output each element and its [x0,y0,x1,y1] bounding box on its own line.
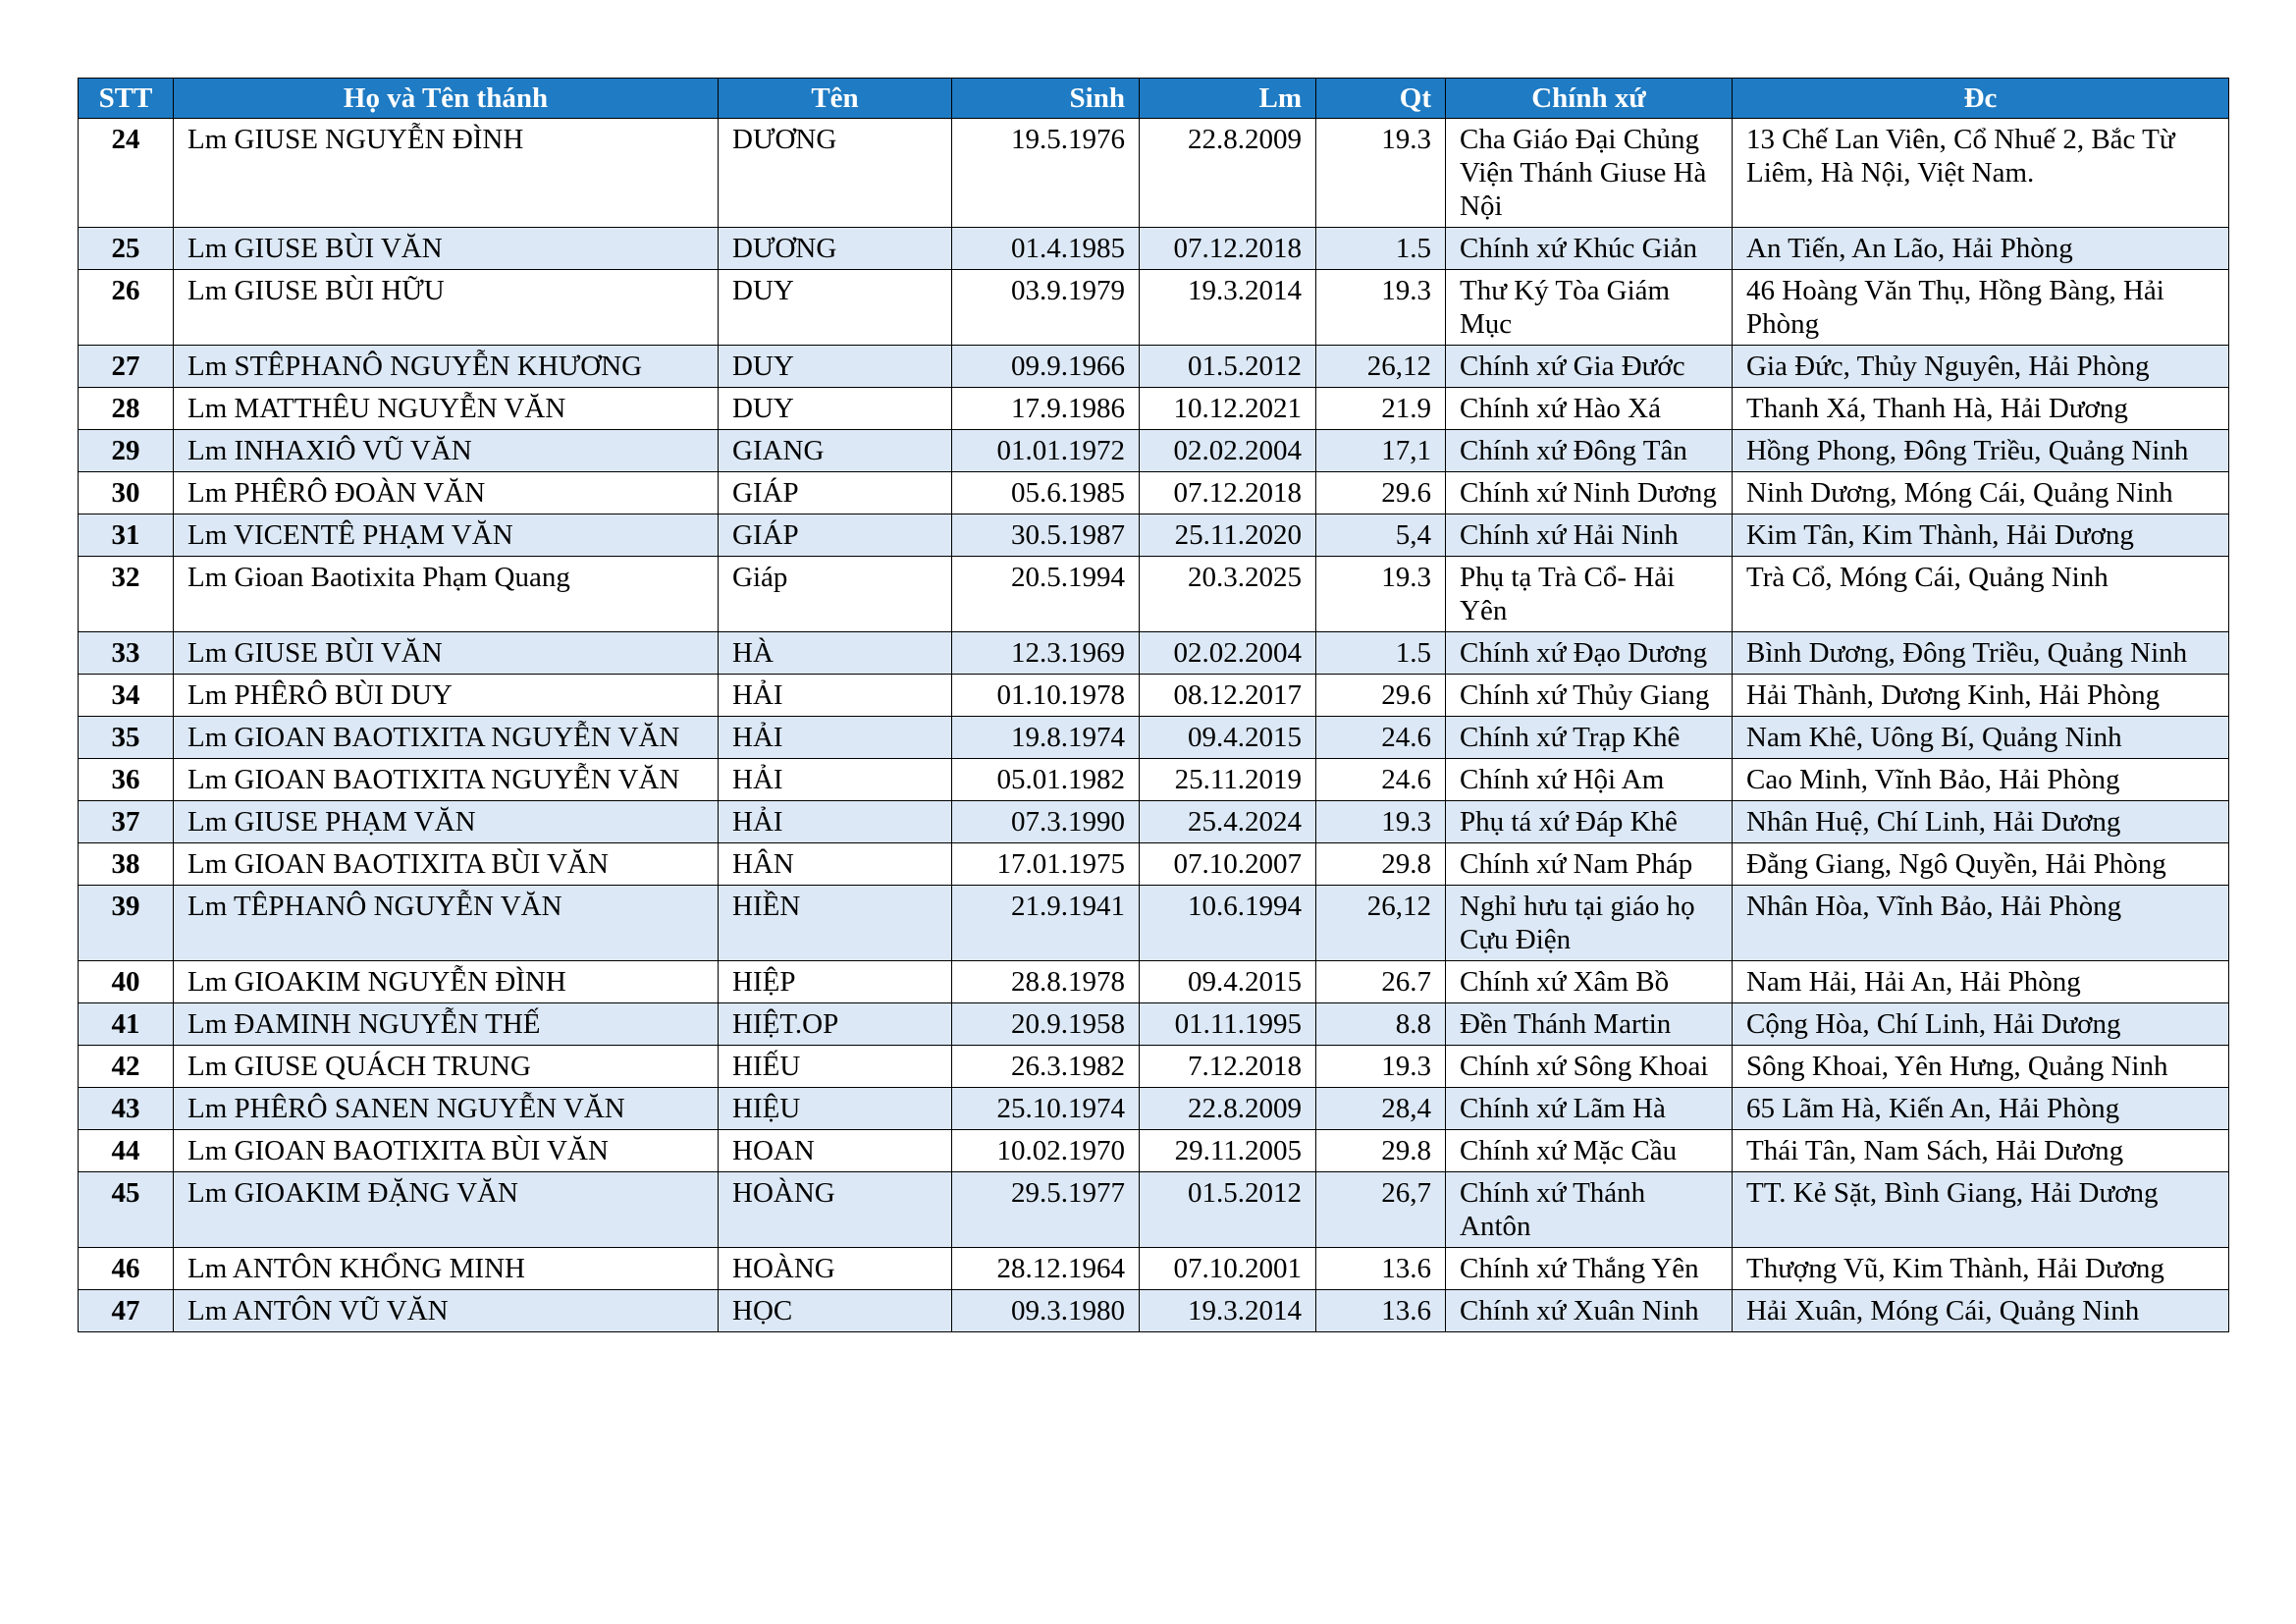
cell-ho-ten: Lm VICENTÊ PHẠM VĂN [174,514,719,557]
header-chinh-xu: Chính xứ [1446,79,1733,119]
cell-stt: 47 [79,1290,174,1332]
cell-dc: Hồng Phong, Đông Triều, Quảng Ninh [1733,430,2229,472]
table-row [79,717,2229,759]
cell-ho-ten: Lm GIUSE BÙI VĂN [174,632,719,675]
cell-qt: 5,4 [1316,514,1446,557]
table-header [79,79,2229,119]
cell-stt: 44 [79,1130,174,1172]
cell-lm: 25.11.2019 [1140,759,1316,801]
cell-qt: 26,12 [1316,346,1446,388]
cell-ten: HÂN [719,843,952,886]
cell-sinh: 19.8.1974 [952,717,1140,759]
cell-stt: 45 [79,1172,174,1248]
cell-qt: 8.8 [1316,1003,1446,1046]
cell-ho-ten: Lm GIOAN BAOTIXITA BÙI VĂN [174,843,719,886]
cell-ho-ten: Lm PHÊRÔ ĐOÀN VĂN [174,472,719,514]
cell-qt: 17,1 [1316,430,1446,472]
cell-stt: 38 [79,843,174,886]
cell-sinh: 09.9.1966 [952,346,1140,388]
table-row [79,1003,2229,1046]
cell-ten: HẢI [719,675,952,717]
cell-ho-ten: Lm GIUSE BÙI VĂN [174,228,719,270]
cell-dc: Gia Đức, Thủy Nguyên, Hải Phòng [1733,346,2229,388]
cell-qt: 29.6 [1316,675,1446,717]
cell-sinh: 21.9.1941 [952,886,1140,961]
cell-chinh-xu: Chính xứ Lãm Hà [1446,1088,1733,1130]
cell-sinh: 05.6.1985 [952,472,1140,514]
cell-ho-ten: Lm GIOAKIM NGUYỄN ĐÌNH [174,961,719,1003]
cell-stt: 41 [79,1003,174,1046]
cell-chinh-xu: Chính xứ Sông Khoai [1446,1046,1733,1088]
cell-stt: 39 [79,886,174,961]
cell-chinh-xu: Chính xứ Hào Xá [1446,388,1733,430]
cell-ten: HẢI [719,717,952,759]
cell-stt: 29 [79,430,174,472]
cell-qt: 24.6 [1316,717,1446,759]
cell-lm: 22.8.2009 [1140,1088,1316,1130]
cell-qt: 21.9 [1316,388,1446,430]
cell-chinh-xu: Chính xứ Thánh Antôn [1446,1172,1733,1248]
table-row [79,270,2229,346]
cell-sinh: 01.10.1978 [952,675,1140,717]
cell-stt: 31 [79,514,174,557]
cell-stt: 43 [79,1088,174,1130]
cell-ten: HIỆU [719,1088,952,1130]
cell-dc: Nhân Hòa, Vĩnh Bảo, Hải Phòng [1733,886,2229,961]
cell-lm: 07.12.2018 [1140,228,1316,270]
cell-ten: HỌC [719,1290,952,1332]
cell-ho-ten: Lm GIOAN BAOTIXITA NGUYỄN VĂN [174,759,719,801]
cell-chinh-xu: Chính xứ Xuân Ninh [1446,1290,1733,1332]
cell-lm: 01.11.1995 [1140,1003,1316,1046]
table-row [79,1248,2229,1290]
cell-lm: 22.8.2009 [1140,119,1316,228]
cell-dc: TT. Kẻ Sặt, Bình Giang, Hải Dương [1733,1172,2229,1248]
cell-sinh: 28.8.1978 [952,961,1140,1003]
cell-ten: HOÀNG [719,1248,952,1290]
cell-ten: HIỆP [719,961,952,1003]
table-row [79,119,2229,228]
table-row [79,557,2229,632]
cell-ten: DUY [719,346,952,388]
cell-qt: 1.5 [1316,632,1446,675]
cell-sinh: 28.12.1964 [952,1248,1140,1290]
cell-ho-ten: Lm TÊPHANÔ NGUYỄN VĂN [174,886,719,961]
cell-sinh: 20.5.1994 [952,557,1140,632]
cell-ten: HOAN [719,1130,952,1172]
cell-chinh-xu: Nghỉ hưu tại giáo họ Cựu Điện [1446,886,1733,961]
cell-ho-ten: Lm Gioan Baotixita Phạm Quang [174,557,719,632]
cell-qt: 19.3 [1316,1046,1446,1088]
cell-ten: DUY [719,270,952,346]
cell-qt: 28,4 [1316,1088,1446,1130]
cell-dc: Sông Khoai, Yên Hưng, Quảng Ninh [1733,1046,2229,1088]
cell-ho-ten: Lm STÊPHANÔ NGUYỄN KHƯƠNG [174,346,719,388]
cell-qt: 19.3 [1316,270,1446,346]
cell-stt: 42 [79,1046,174,1088]
cell-sinh: 30.5.1987 [952,514,1140,557]
cell-chinh-xu: Thư Ký Tòa Giám Mục [1446,270,1733,346]
table-row [79,961,2229,1003]
header-sinh: Sinh [952,79,1140,119]
cell-qt: 19.3 [1316,119,1446,228]
table-row [79,1046,2229,1088]
cell-ho-ten: Lm GIUSE NGUYỄN ĐÌNH [174,119,719,228]
cell-stt: 32 [79,557,174,632]
cell-dc: An Tiến, An Lão, Hải Phòng [1733,228,2229,270]
table-row [79,801,2229,843]
cell-lm: 01.5.2012 [1140,1172,1316,1248]
cell-qt: 29.8 [1316,1130,1446,1172]
cell-chinh-xu: Chính xứ Đông Tân [1446,430,1733,472]
cell-ten: HIẾU [719,1046,952,1088]
cell-chinh-xu: Chính xứ Thủy Giang [1446,675,1733,717]
cell-lm: 19.3.2014 [1140,1290,1316,1332]
table-body [79,119,2229,1332]
cell-sinh: 01.4.1985 [952,228,1140,270]
cell-sinh: 17.9.1986 [952,388,1140,430]
header-row [79,79,2229,119]
clergy-table [78,78,2229,1332]
table-row [79,675,2229,717]
cell-qt: 26,7 [1316,1172,1446,1248]
cell-sinh: 09.3.1980 [952,1290,1140,1332]
cell-stt: 25 [79,228,174,270]
cell-qt: 26.7 [1316,961,1446,1003]
table-row [79,388,2229,430]
cell-chinh-xu: Chính xứ Hội Am [1446,759,1733,801]
cell-ten: HOÀNG [719,1172,952,1248]
cell-lm: 09.4.2015 [1140,717,1316,759]
cell-chinh-xu: Phụ tạ Trà Cổ- Hải Yên [1446,557,1733,632]
cell-dc: Thanh Xá, Thanh Hà, Hải Dương [1733,388,2229,430]
cell-lm: 25.4.2024 [1140,801,1316,843]
cell-ho-ten: Lm ĐAMINH NGUYỄN THẾ [174,1003,719,1046]
cell-lm: 19.3.2014 [1140,270,1316,346]
cell-qt: 1.5 [1316,228,1446,270]
cell-chinh-xu: Chính xứ Nam Pháp [1446,843,1733,886]
cell-ten: DƯƠNG [719,228,952,270]
cell-ho-ten: Lm GIOAKIM ĐẶNG VĂN [174,1172,719,1248]
header-dc: Đc [1733,79,2229,119]
cell-ho-ten: Lm MATTHÊU NGUYỄN VĂN [174,388,719,430]
header-qt: Qt [1316,79,1446,119]
cell-sinh: 01.01.1972 [952,430,1140,472]
cell-sinh: 19.5.1976 [952,119,1140,228]
cell-sinh: 12.3.1969 [952,632,1140,675]
cell-lm: 09.4.2015 [1140,961,1316,1003]
cell-qt: 26,12 [1316,886,1446,961]
cell-sinh: 29.5.1977 [952,1172,1140,1248]
cell-stt: 36 [79,759,174,801]
cell-chinh-xu: Phụ tá xứ Đáp Khê [1446,801,1733,843]
cell-sinh: 25.10.1974 [952,1088,1140,1130]
cell-lm: 02.02.2004 [1140,430,1316,472]
cell-qt: 29.8 [1316,843,1446,886]
cell-chinh-xu: Chính xứ Khúc Giản [1446,228,1733,270]
table-row [79,632,2229,675]
cell-lm: 10.12.2021 [1140,388,1316,430]
cell-stt: 26 [79,270,174,346]
cell-dc: Thượng Vũ, Kim Thành, Hải Dương [1733,1248,2229,1290]
cell-ten: Giáp [719,557,952,632]
cell-lm: 02.02.2004 [1140,632,1316,675]
cell-dc: 46 Hoàng Văn Thụ, Hồng Bàng, Hải Phòng [1733,270,2229,346]
cell-dc: Thái Tân, Nam Sách, Hải Dương [1733,1130,2229,1172]
cell-ten: GIANG [719,430,952,472]
cell-dc: Hải Xuân, Móng Cái, Quảng Ninh [1733,1290,2229,1332]
table-row [79,759,2229,801]
cell-ho-ten: Lm ANTÔN VŨ VĂN [174,1290,719,1332]
table-row [79,514,2229,557]
cell-dc: Kim Tân, Kim Thành, Hải Dương [1733,514,2229,557]
cell-qt: 24.6 [1316,759,1446,801]
cell-stt: 37 [79,801,174,843]
cell-lm: 01.5.2012 [1140,346,1316,388]
cell-qt: 19.3 [1316,801,1446,843]
cell-chinh-xu: Chính xứ Gia Đước [1446,346,1733,388]
header-stt: STT [79,79,174,119]
cell-qt: 29.6 [1316,472,1446,514]
cell-ho-ten: Lm GIUSE QUÁCH TRUNG [174,1046,719,1088]
cell-dc: Ninh Dương, Móng Cái, Quảng Ninh [1733,472,2229,514]
header-ho-ten: Họ và Tên thánh [174,79,719,119]
cell-chinh-xu: Chính xứ Mặc Cầu [1446,1130,1733,1172]
cell-stt: 30 [79,472,174,514]
cell-sinh: 10.02.1970 [952,1130,1140,1172]
cell-ten: HIỆT.OP [719,1003,952,1046]
cell-dc: Cao Minh, Vĩnh Bảo, Hải Phòng [1733,759,2229,801]
cell-ho-ten: Lm GIUSE PHẠM VĂN [174,801,719,843]
cell-stt: 34 [79,675,174,717]
cell-sinh: 17.01.1975 [952,843,1140,886]
cell-qt: 13.6 [1316,1290,1446,1332]
cell-lm: 10.6.1994 [1140,886,1316,961]
cell-sinh: 05.01.1982 [952,759,1140,801]
table-row [79,1290,2229,1332]
cell-dc: Nam Khê, Uông Bí, Quảng Ninh [1733,717,2229,759]
header-lm: Lm [1140,79,1316,119]
cell-lm: 07.10.2001 [1140,1248,1316,1290]
cell-stt: 46 [79,1248,174,1290]
cell-dc: Trà Cổ, Móng Cái, Quảng Ninh [1733,557,2229,632]
cell-stt: 24 [79,119,174,228]
cell-ho-ten: Lm ANTÔN KHỔNG MINH [174,1248,719,1290]
cell-chinh-xu: Đền Thánh Martin [1446,1003,1733,1046]
cell-lm: 29.11.2005 [1140,1130,1316,1172]
table-row [79,228,2229,270]
cell-ten: DƯƠNG [719,119,952,228]
cell-ho-ten: Lm PHÊRÔ BÙI DUY [174,675,719,717]
cell-chinh-xu: Chính xứ Ninh Dương [1446,472,1733,514]
cell-ten: HIỀN [719,886,952,961]
cell-dc: Cộng Hòa, Chí Linh, Hải Dương [1733,1003,2229,1046]
cell-ten: HÀ [719,632,952,675]
cell-ho-ten: Lm GIUSE BÙI HỮU [174,270,719,346]
cell-lm: 7.12.2018 [1140,1046,1316,1088]
cell-lm: 07.10.2007 [1140,843,1316,886]
cell-stt: 35 [79,717,174,759]
table-row [79,886,2229,961]
cell-chinh-xu: Chính xứ Hải Ninh [1446,514,1733,557]
cell-sinh: 07.3.1990 [952,801,1140,843]
cell-dc: 13 Chế Lan Viên, Cổ Nhuế 2, Bắc Từ Liêm, Hà Nội, Việt Nam. [1733,119,2229,228]
cell-ten: DUY [719,388,952,430]
cell-chinh-xu: Chính xứ Xâm Bồ [1446,961,1733,1003]
cell-chinh-xu: Cha Giáo Đại Chủng Viện Thánh Giuse Hà Nội [1446,119,1733,228]
cell-lm: 25.11.2020 [1140,514,1316,557]
cell-sinh: 03.9.1979 [952,270,1140,346]
table-row [79,346,2229,388]
cell-dc: 65 Lãm Hà, Kiến An, Hải Phòng [1733,1088,2229,1130]
table-row [79,1088,2229,1130]
cell-dc: Nam Hải, Hải An, Hải Phòng [1733,961,2229,1003]
cell-chinh-xu: Chính xứ Trạp Khê [1446,717,1733,759]
cell-stt: 40 [79,961,174,1003]
cell-ten: GIÁP [719,514,952,557]
cell-ho-ten: Lm INHAXIÔ VŨ VĂN [174,430,719,472]
cell-lm: 20.3.2025 [1140,557,1316,632]
cell-dc: Đằng Giang, Ngô Quyền, Hải Phòng [1733,843,2229,886]
cell-sinh: 26.3.1982 [952,1046,1140,1088]
cell-lm: 08.12.2017 [1140,675,1316,717]
cell-stt: 28 [79,388,174,430]
cell-stt: 33 [79,632,174,675]
cell-ten: HẢI [719,801,952,843]
cell-ho-ten: Lm PHÊRÔ SANEN NGUYỄN VĂN [174,1088,719,1130]
cell-chinh-xu: Chính xứ Thắng Yên [1446,1248,1733,1290]
cell-dc: Nhân Huệ, Chí Linh, Hải Dương [1733,801,2229,843]
cell-qt: 13.6 [1316,1248,1446,1290]
cell-ho-ten: Lm GIOAN BAOTIXITA NGUYỄN VĂN [174,717,719,759]
table-row [79,430,2229,472]
cell-lm: 07.12.2018 [1140,472,1316,514]
cell-dc: Bình Dương, Đông Triều, Quảng Ninh [1733,632,2229,675]
cell-ten: HẢI [719,759,952,801]
cell-qt: 19.3 [1316,557,1446,632]
cell-dc: Hải Thành, Dương Kinh, Hải Phòng [1733,675,2229,717]
cell-stt: 27 [79,346,174,388]
cell-chinh-xu: Chính xứ Đạo Dương [1446,632,1733,675]
cell-sinh: 20.9.1958 [952,1003,1140,1046]
table-row [79,1130,2229,1172]
table-row [79,843,2229,886]
table-row [79,472,2229,514]
table-row [79,1172,2229,1248]
header-ten: Tên [719,79,952,119]
cell-ten: GIÁP [719,472,952,514]
cell-ho-ten: Lm GIOAN BAOTIXITA BÙI VĂN [174,1130,719,1172]
